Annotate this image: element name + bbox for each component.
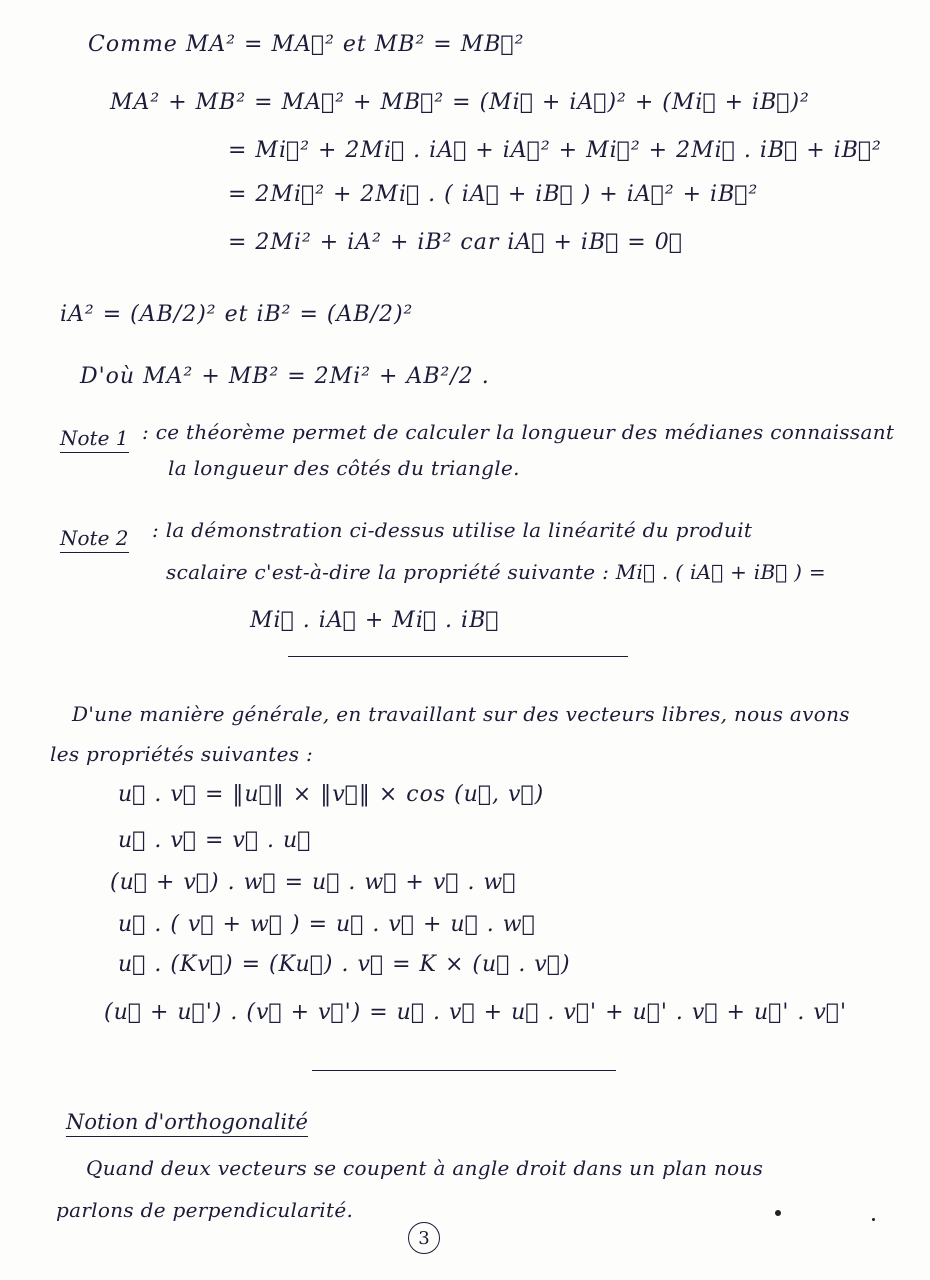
general-intro-line-1: D'une manière générale, en travaillant sur des vecteurs libres, nous avons [72, 702, 850, 726]
ink-speck-small [872, 1218, 875, 1221]
page-number: 3 [408, 1222, 440, 1254]
note-1-text-line-1: : ce théorème permet de calculer la longueur des médianes connaissant [142, 420, 895, 444]
derivation-line-5: = 2Mi² + iA² + iB² car iA⃗ + iB⃗ = 0⃗ [228, 230, 683, 255]
orthogonality-line-2: parlons de perpendicularité. [56, 1198, 354, 1222]
derivation-line-6: iA² = (AB/2)² et iB² = (AB/2)² [60, 302, 414, 327]
derivation-line-4: = 2Mi⃗² + 2Mi⃗ . ( iA⃗ + iB⃗ ) + iA⃗² + iB⃗² [228, 182, 759, 207]
property-6: (u⃗ + u⃗') . (v⃗ + v⃗') = u⃗ . v⃗ + u⃗ . v⃗' + u⃗' . v⃗ + u⃗' . v⃗' [104, 1000, 848, 1025]
derivation-line-7: D'où MA² + MB² = 2Mi² + AB²/2 . [80, 364, 490, 389]
note-2-text-line-2: scalaire c'est-à-dire la propriété suivante : Mi⃗ . ( iA⃗ + iB⃗ ) = [166, 560, 826, 584]
property-4: u⃗ . ( v⃗ + w⃗ ) = u⃗ . v⃗ + u⃗ . w⃗ [118, 912, 536, 937]
property-3: (u⃗ + v⃗) . w⃗ = u⃗ . w⃗ + v⃗ . w⃗ [110, 870, 517, 895]
note-1-label: Note 1 [60, 426, 129, 453]
derivation-line-1: Comme MA² = MA⃗² et MB² = MB⃗² [88, 32, 525, 57]
section-divider-2 [312, 1070, 616, 1071]
note-1-text-line-2: la longueur des côtés du triangle. [168, 456, 520, 480]
note-2-text-line-1: : la démonstration ci-dessus utilise la linéarité du produit [152, 518, 753, 542]
ink-speck [775, 1210, 781, 1216]
section-divider-1 [288, 656, 628, 657]
property-5: u⃗ . (Kv⃗) = (Ku⃗) . v⃗ = K × (u⃗ . v⃗) [118, 952, 571, 977]
note-2-text-line-3: Mi⃗ . iA⃗ + Mi⃗ . iB⃗ [250, 608, 500, 633]
note-2-label: Note 2 [60, 526, 129, 553]
derivation-line-3: = Mi⃗² + 2Mi⃗ . iA⃗ + iA⃗² + Mi⃗² + 2Mi⃗ . iB⃗ + iB⃗² [228, 138, 882, 163]
general-intro-line-2: les propriétés suivantes : [50, 742, 314, 766]
orthogonality-line-1: Quand deux vecteurs se coupent à angle droit dans un plan nous [86, 1156, 764, 1180]
derivation-line-2: MA² + MB² = MA⃗² + MB⃗² = (Mi⃗ + iA⃗)² + (Mi⃗ + iB⃗)² [110, 90, 810, 115]
property-2: u⃗ . v⃗ = v⃗ . u⃗ [118, 828, 312, 853]
property-1: u⃗ . v⃗ = ‖u⃗‖ × ‖v⃗‖ × cos (u⃗, v⃗) [118, 782, 545, 807]
orthogonality-heading: Notion d'orthogonalité [66, 1110, 308, 1137]
